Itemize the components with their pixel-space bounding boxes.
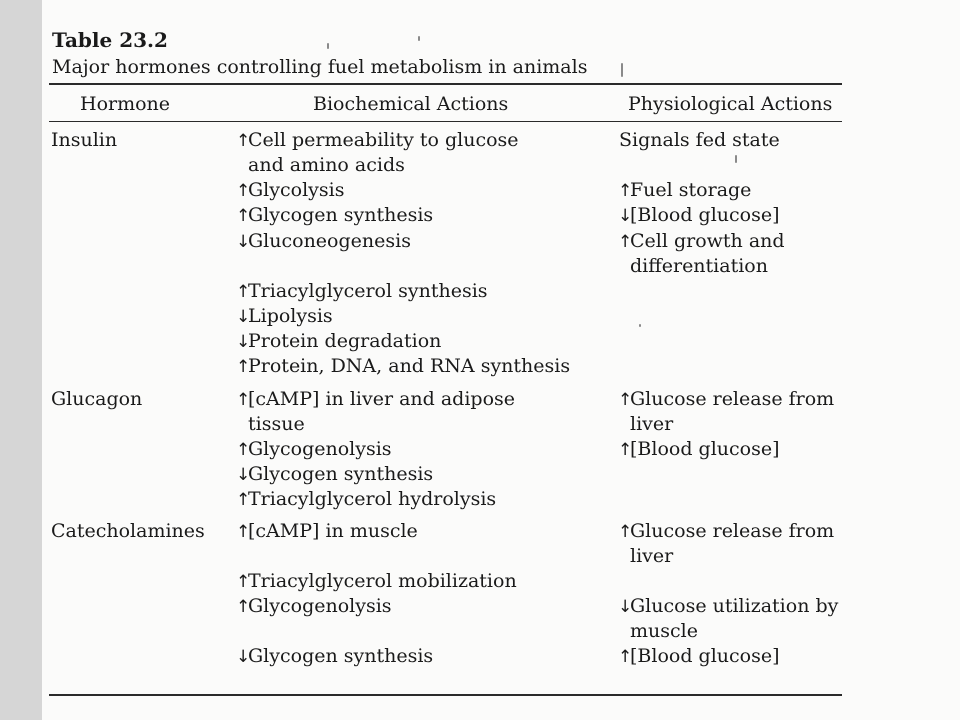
physiological-action (618, 229, 785, 254)
header-hormone: Hormone (80, 93, 171, 115)
biochemical-action (236, 178, 344, 203)
scan-speck (735, 155, 737, 163)
physiological-action (618, 437, 780, 462)
arrow-icon: ↑ (618, 181, 633, 201)
action-text: [cAMP] in muscle (248, 520, 418, 542)
action-text: Glycogen synthesis (248, 463, 434, 485)
action-text: Cell growth and (630, 230, 785, 252)
arrow-icon: ↑ (618, 232, 633, 252)
action-text: differentiation (630, 255, 768, 277)
action-text: Glucose release from (630, 388, 835, 410)
arrow-icon: ↑ (236, 357, 251, 377)
action-text: Glycogen synthesis (248, 645, 434, 667)
arrow-icon: ↑ (236, 522, 251, 542)
table-bottom-rule (49, 694, 842, 696)
table-number: Table 23.2 (52, 28, 168, 52)
arrow-icon: ↑ (236, 181, 251, 201)
biochemical-action (236, 354, 570, 379)
arrow-icon: ↓ (236, 647, 251, 667)
biochemical-action-continued (248, 153, 405, 177)
action-text: Triacylglycerol mobilization (248, 570, 517, 592)
biochemical-action (236, 128, 519, 153)
physiological-action-continued (630, 544, 673, 568)
biochemical-action (236, 437, 392, 462)
arrow-icon: ↓ (618, 206, 633, 226)
physiological-action-continued (630, 254, 768, 278)
action-text: [Blood glucose] (630, 204, 780, 226)
action-text: Glucose utilization by (630, 595, 839, 617)
biochemical-action (236, 203, 433, 228)
physiological-action (618, 387, 834, 412)
action-text: Glycogen synthesis (248, 204, 434, 226)
physiological-action-continued (630, 619, 698, 643)
scan-speck (327, 43, 329, 49)
arrow-icon: ↑ (236, 390, 251, 410)
action-text: Glucose release from (630, 520, 835, 542)
scan-speck (639, 324, 641, 327)
physiological-action-continued (630, 412, 673, 436)
physiological-action (618, 644, 780, 669)
hormone-catecholamines: Catecholamines (51, 520, 205, 542)
action-text: muscle (630, 620, 698, 642)
table-caption: Major hormones controlling fuel metabolism in animals (52, 56, 588, 78)
action-text: Protein, DNA, and RNA synthesis (248, 355, 571, 377)
action-text: Signals fed state (619, 129, 780, 151)
arrow-icon: ↑ (236, 206, 251, 226)
arrow-icon: ↑ (618, 440, 633, 460)
arrow-icon: ↑ (236, 597, 251, 617)
biochemical-action (236, 229, 411, 254)
biochemical-action (236, 279, 488, 304)
biochemical-action (236, 519, 418, 544)
action-text: and amino acids (248, 154, 405, 176)
arrow-icon: ↑ (236, 131, 251, 151)
arrow-icon: ↑ (236, 490, 251, 510)
action-text: tissue (248, 413, 305, 435)
action-text: liver (630, 545, 674, 567)
physiological-action (618, 519, 834, 544)
biochemical-action (236, 487, 496, 512)
scan-left-border (0, 0, 42, 720)
action-text: [cAMP] in liver and adipose (248, 388, 516, 410)
arrow-icon: ↑ (618, 647, 633, 667)
biochemical-action (236, 329, 441, 354)
physiological-action (618, 178, 751, 203)
action-text: Fuel storage (630, 179, 752, 201)
action-text: Gluconeogenesis (248, 230, 411, 252)
action-text: Triacylglycerol synthesis (248, 280, 488, 302)
biochemical-action (236, 387, 515, 412)
hormone-glucagon: Glucagon (51, 388, 143, 410)
action-text: Glycogenolysis (248, 595, 392, 617)
action-text: [Blood glucose] (630, 438, 780, 460)
action-text: Cell permeability to glucose (248, 129, 519, 151)
arrow-icon: ↓ (236, 465, 251, 485)
arrow-icon: ↑ (236, 572, 251, 592)
biochemical-action (236, 462, 433, 487)
biochemical-action (236, 644, 433, 669)
physiological-action (618, 594, 838, 619)
table-top-rule (49, 83, 842, 85)
action-text: [Blood glucose] (630, 645, 780, 667)
scan-speck (418, 36, 420, 41)
arrow-icon: ↓ (618, 597, 633, 617)
hormone-insulin: Insulin (51, 129, 118, 151)
action-text: Protein degradation (248, 330, 442, 352)
action-text: Triacylglycerol hydrolysis (248, 488, 497, 510)
biochemical-action (236, 594, 392, 619)
biochemical-action-continued (248, 412, 305, 436)
action-text: Glycogenolysis (248, 438, 392, 460)
arrow-icon: ↓ (236, 307, 251, 327)
arrow-icon: ↓ (236, 332, 251, 352)
scan-speck (621, 63, 623, 77)
arrow-icon: ↑ (236, 440, 251, 460)
action-text: Lipolysis (248, 305, 333, 327)
action-text: liver (630, 413, 674, 435)
header-physiological-actions: Physiological Actions (628, 93, 833, 115)
arrow-icon: ↓ (236, 232, 251, 252)
arrow-icon: ↑ (618, 522, 633, 542)
table-header-rule (49, 121, 842, 122)
physiological-action (619, 128, 780, 152)
header-biochemical-actions: Biochemical Actions (313, 93, 509, 115)
biochemical-action (236, 304, 333, 329)
physiological-action (618, 203, 780, 228)
arrow-icon: ↑ (236, 282, 251, 302)
biochemical-action (236, 569, 517, 594)
arrow-icon: ↑ (618, 390, 633, 410)
action-text: Glycolysis (248, 179, 345, 201)
